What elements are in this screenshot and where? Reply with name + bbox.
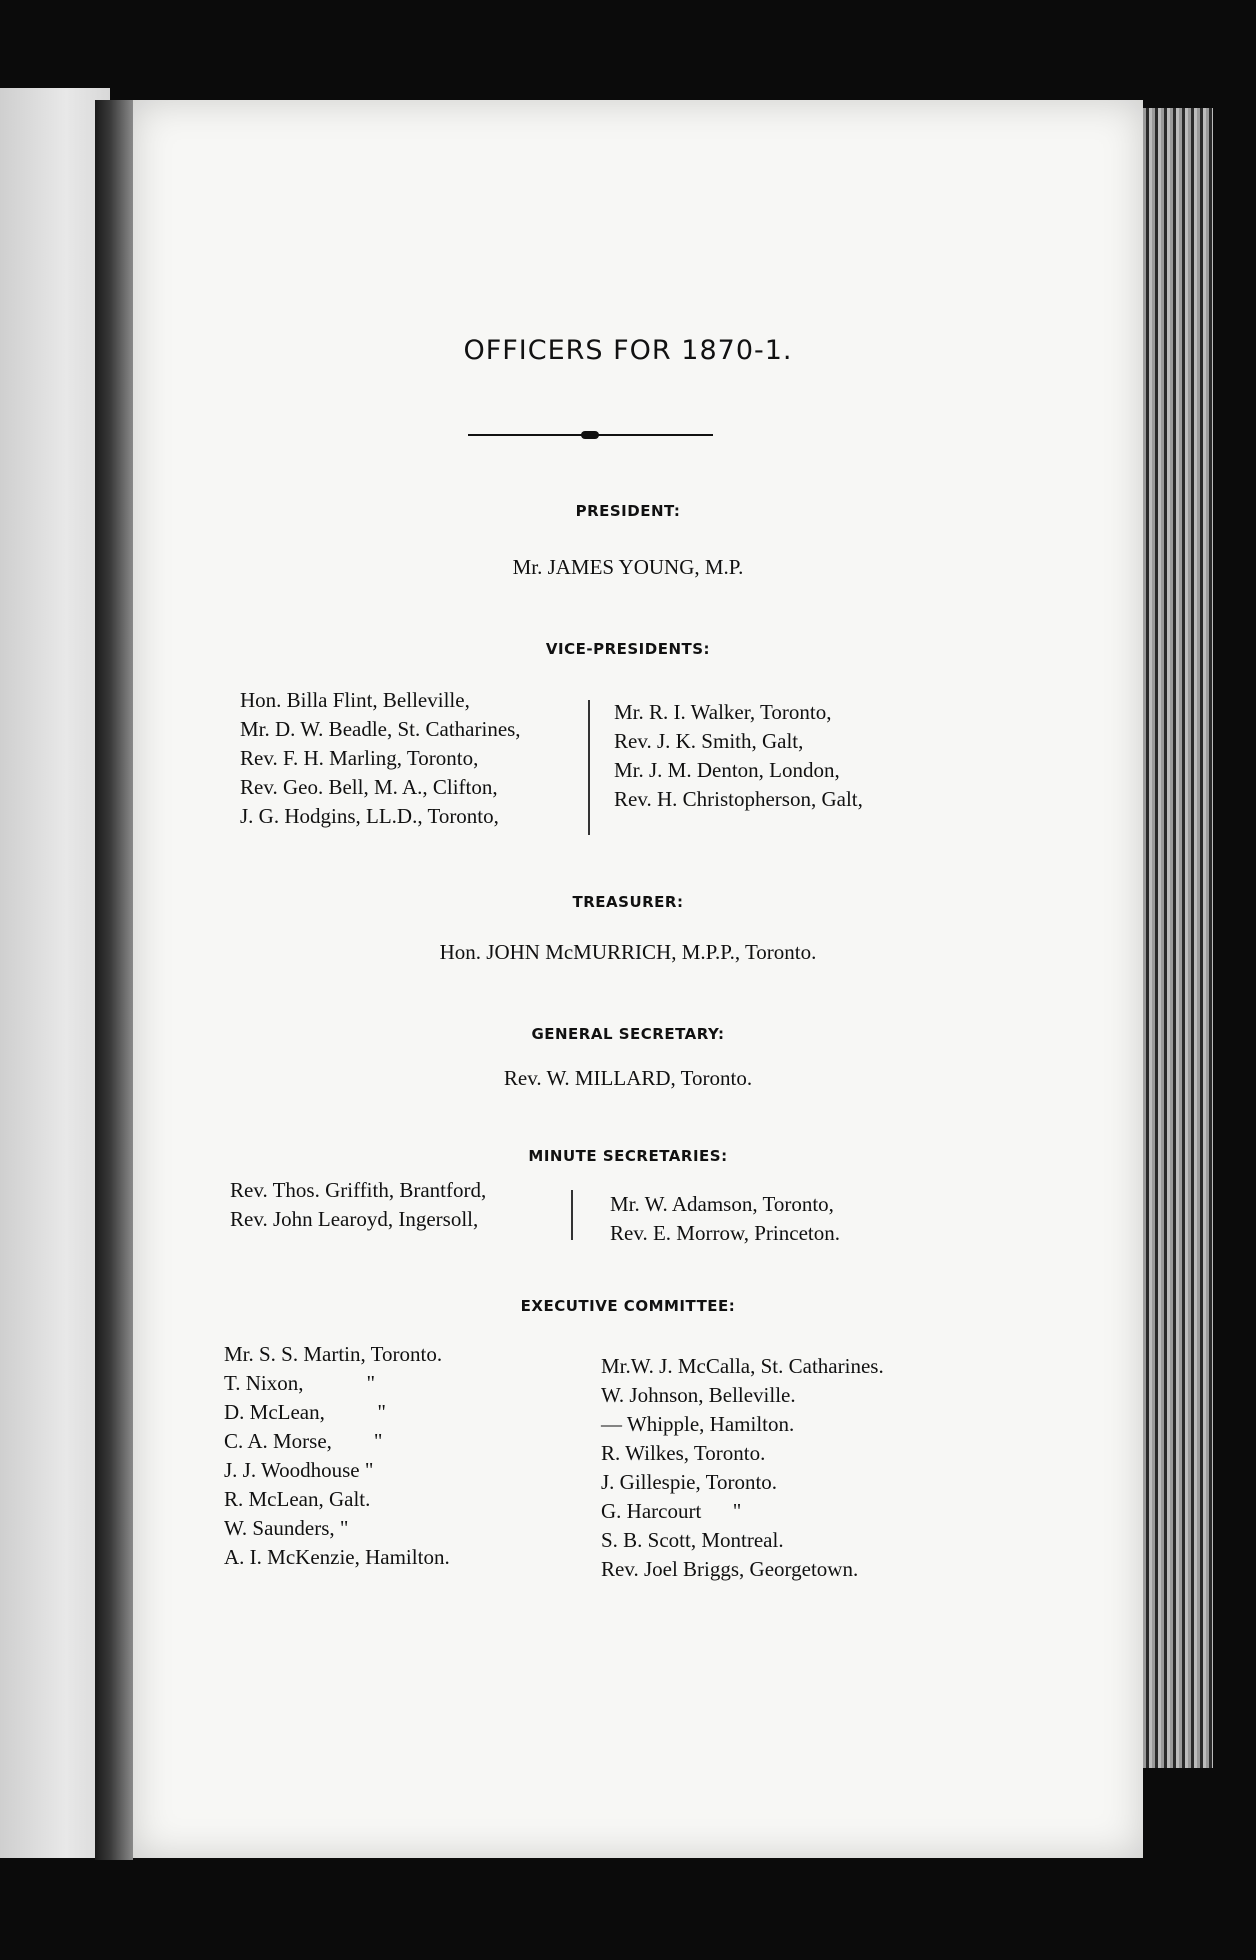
committee-member: D. McLean, "	[224, 1400, 386, 1424]
column-divider	[571, 1190, 573, 1240]
minute-secretary-entry: Rev. Thos. Griffith, Brantford,	[230, 1178, 487, 1202]
executive-committee-right-column	[601, 1352, 884, 1584]
committee-member: Mr. S. S. Martin, Toronto.	[224, 1342, 443, 1366]
general-secretary-heading: GENERAL SECRETARY:	[531, 1025, 725, 1043]
treasurer-name: Hon. JOHN McMURRICH, M.P.P., Toronto.	[439, 940, 817, 964]
committee-member: — Whipple, Hamilton.	[601, 1412, 795, 1436]
president-heading: PRESIDENT:	[575, 502, 681, 520]
committee-member: Mr.W. J. McCalla, St. Catharines.	[601, 1354, 884, 1378]
vice-president-entry: J. G. Hodgins, LL.D., Toronto,	[240, 804, 499, 828]
committee-member: A. I. McKenzie, Hamilton.	[224, 1545, 450, 1569]
column-divider	[588, 700, 590, 835]
minute-secretary-entry: Rev. E. Morrow, Princeton.	[610, 1221, 840, 1245]
vice-president-entry: Rev. J. K. Smith, Galt,	[614, 729, 804, 753]
committee-member: J. J. Woodhouse "	[224, 1458, 374, 1482]
vice-presidents-heading: VICE-PRESIDENTS:	[545, 640, 711, 658]
executive-committee-left-column	[224, 1340, 450, 1572]
minute-secretaries-left-column	[230, 1176, 486, 1234]
committee-member: S. B. Scott, Montreal.	[601, 1528, 784, 1552]
vice-president-entry: Hon. Billa Flint, Belleville,	[240, 688, 470, 712]
vice-president-entry: Rev. H. Christopherson, Galt,	[614, 787, 863, 811]
committee-member: W. Saunders, "	[224, 1516, 349, 1540]
committee-member: J. Gillespie, Toronto.	[601, 1470, 778, 1494]
committee-member: R. McLean, Galt.	[224, 1487, 371, 1511]
minute-secretary-entry: Rev. John Learoyd, Ingersoll,	[230, 1207, 479, 1231]
minute-secretary-entry: Mr. W. Adamson, Toronto,	[610, 1192, 834, 1216]
committee-member: G. Harcourt "	[601, 1499, 742, 1523]
page-title: OFFICERS FOR 1870-1.	[463, 335, 793, 366]
committee-member: W. Johnson, Belleville.	[601, 1383, 796, 1407]
committee-member: T. Nixon, "	[224, 1371, 376, 1395]
general-secretary-name: Rev. W. MILLARD, Toronto.	[503, 1066, 753, 1090]
treasurer-heading: TREASURER:	[572, 893, 684, 911]
committee-member: Rev. Joel Briggs, Georgetown.	[601, 1557, 859, 1581]
executive-committee-heading: EXECUTIVE COMMITTEE:	[520, 1297, 736, 1315]
minute-secretaries-heading: MINUTE SECRETARIES:	[528, 1147, 728, 1165]
vice-president-entry: Mr. R. I. Walker, Toronto,	[614, 700, 832, 724]
vice-presidents-left-column	[240, 686, 521, 831]
committee-member: C. A. Morse, "	[224, 1429, 383, 1453]
title-ornament	[468, 431, 713, 439]
president-name: Mr. JAMES YOUNG, M.P.	[512, 555, 744, 579]
minute-secretaries-right-column	[610, 1190, 840, 1248]
vice-president-entry: Rev. F. H. Marling, Toronto,	[240, 746, 479, 770]
vice-president-entry: Rev. Geo. Bell, M. A., Clifton,	[240, 775, 498, 799]
vice-presidents-right-column	[614, 698, 863, 814]
vice-president-entry: Mr. J. M. Denton, London,	[614, 758, 840, 782]
committee-member: R. Wilkes, Toronto.	[601, 1441, 766, 1465]
vice-president-entry: Mr. D. W. Beadle, St. Catharines,	[240, 717, 521, 741]
